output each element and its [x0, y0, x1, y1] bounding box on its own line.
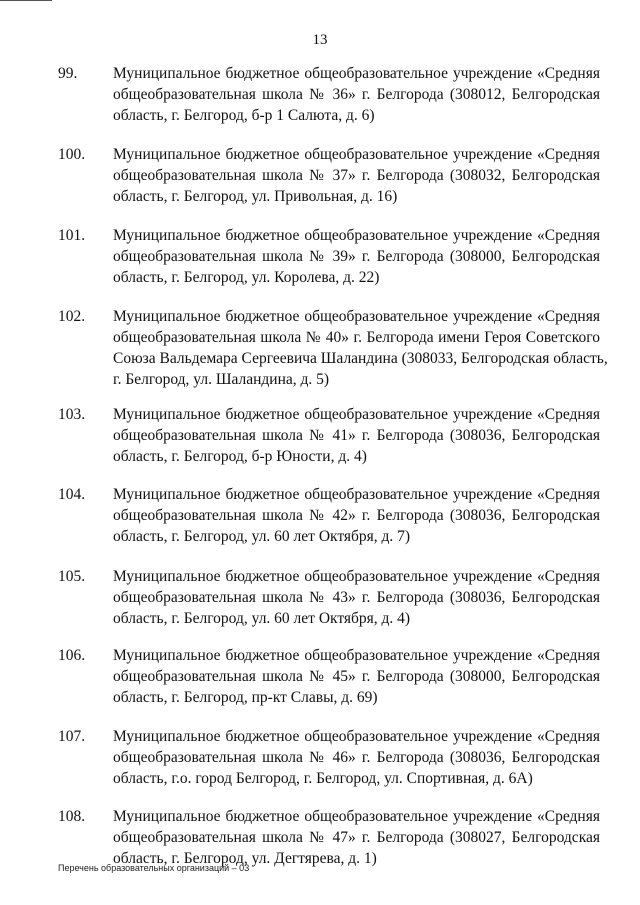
entry-number: 101.: [58, 227, 86, 244]
footer-note: Перечень образовательных организаций – 03: [58, 863, 250, 873]
list-item: [0, 225, 640, 288]
entry-number: 105.: [58, 568, 86, 585]
entry-text-line: область, г. Белгород, ул. 60 лет Октября, д. 4): [113, 610, 411, 627]
entry-text-line: область, г. Белгород, б-р 1 Салюта, д. 6): [113, 107, 375, 124]
list-item: [0, 144, 640, 207]
entry-text-line: Муниципальное бюджетное общеобразовательное учреждение «Средняя: [113, 647, 600, 664]
entry-number: 107.: [58, 728, 86, 745]
entry-text-line: область, г. Белгород, ул. Дегтярева, д. 1): [113, 850, 377, 867]
entry-text-line: г. Белгород, ул. Шаландина, д. 5): [113, 371, 330, 388]
list-item: [0, 806, 640, 869]
list-item: [0, 404, 640, 467]
entry-text-line: общеобразовательная школа № 46» г. Белгорода (308036, Белгородская: [113, 749, 600, 766]
entry-text-line: Муниципальное бюджетное общеобразовательное учреждение «Средняя: [113, 486, 600, 503]
page-number: 13: [312, 32, 328, 48]
entry-text-line: общеобразовательная школа № 36» г. Белгорода (308012, Белгородская: [113, 86, 600, 103]
entry-text-line: общеобразовательная школа № 47» г. Белгорода (308027, Белгородская: [113, 829, 600, 846]
entry-text-line: общеобразовательная школа № 39» г. Белгорода (308000, Белгородская: [113, 248, 600, 265]
list-item: [0, 63, 640, 126]
entry-text-line: общеобразовательная школа № 41» г. Белгорода (308036, Белгородская: [113, 427, 600, 444]
entry-text-line: общеобразовательная школа № 43» г. Белгорода (308036, Белгородская: [113, 589, 600, 606]
list-item: [0, 726, 640, 789]
entry-text-line: область, г. Белгород, б-р Юности, д. 4): [113, 448, 367, 465]
entry-text-line: Муниципальное бюджетное общеобразовательное учреждение «Средняя: [113, 308, 600, 325]
entry-number: 100.: [58, 146, 86, 163]
list-item: [0, 566, 640, 629]
list-item: [0, 306, 640, 390]
entry-text-line: Муниципальное бюджетное общеобразовательное учреждение «Средняя: [113, 227, 600, 244]
entry-text-line: область, г. Белгород, ул. Королева, д. 22): [113, 269, 380, 286]
entry-text-line: Муниципальное бюджетное общеобразовательное учреждение «Средняя: [113, 146, 600, 163]
entry-text-line: область, г. Белгород, пр-кт Славы, д. 69): [113, 689, 378, 706]
entry-text-line: область, г. Белгород, ул. Привольная, д. 16): [113, 188, 398, 205]
entry-text-line: общеобразовательная школа № 40» г. Белгорода имени Героя Советского: [113, 329, 600, 346]
entry-number: 102.: [58, 308, 86, 325]
entry-text-line: область, г. Белгород, ул. 60 лет Октября, д. 7): [113, 528, 411, 545]
list-item: [0, 484, 640, 547]
entry-text-line: Муниципальное бюджетное общеобразовательное учреждение «Средняя: [113, 568, 600, 585]
entry-text-line: Муниципальное бюджетное общеобразовательное учреждение «Средняя: [113, 728, 600, 745]
entry-text-line: Муниципальное бюджетное общеобразовательное учреждение «Средняя: [113, 65, 600, 82]
entry-number: 106.: [58, 647, 86, 664]
entry-text-line: Союза Вальдемара Сергеевича Шаландина (308033, Белгородская область,: [113, 350, 608, 367]
list-item: [0, 645, 640, 708]
entry-number: 104.: [58, 486, 86, 503]
entry-number: 108.: [58, 808, 86, 825]
entry-text-line: область, г.о. город Белгород, г. Белгород, ул. Спортивная, д. 6А): [113, 770, 533, 787]
entry-text-line: общеобразовательная школа № 37» г. Белгорода (308032, Белгородская: [113, 167, 600, 184]
entry-text-line: общеобразовательная школа № 45» г. Белгорода (308000, Белгородская: [113, 668, 600, 685]
entry-text-line: общеобразовательная школа № 42» г. Белгорода (308036, Белгородская: [113, 507, 600, 524]
entry-number: 103.: [58, 406, 86, 423]
entry-text-line: Муниципальное бюджетное общеобразовательное учреждение «Средняя: [113, 808, 600, 825]
entry-text-line: Муниципальное бюджетное общеобразовательное учреждение «Средняя: [113, 406, 600, 423]
entry-number: 99.: [58, 65, 78, 82]
corner-rule: [0, 0, 52, 1]
